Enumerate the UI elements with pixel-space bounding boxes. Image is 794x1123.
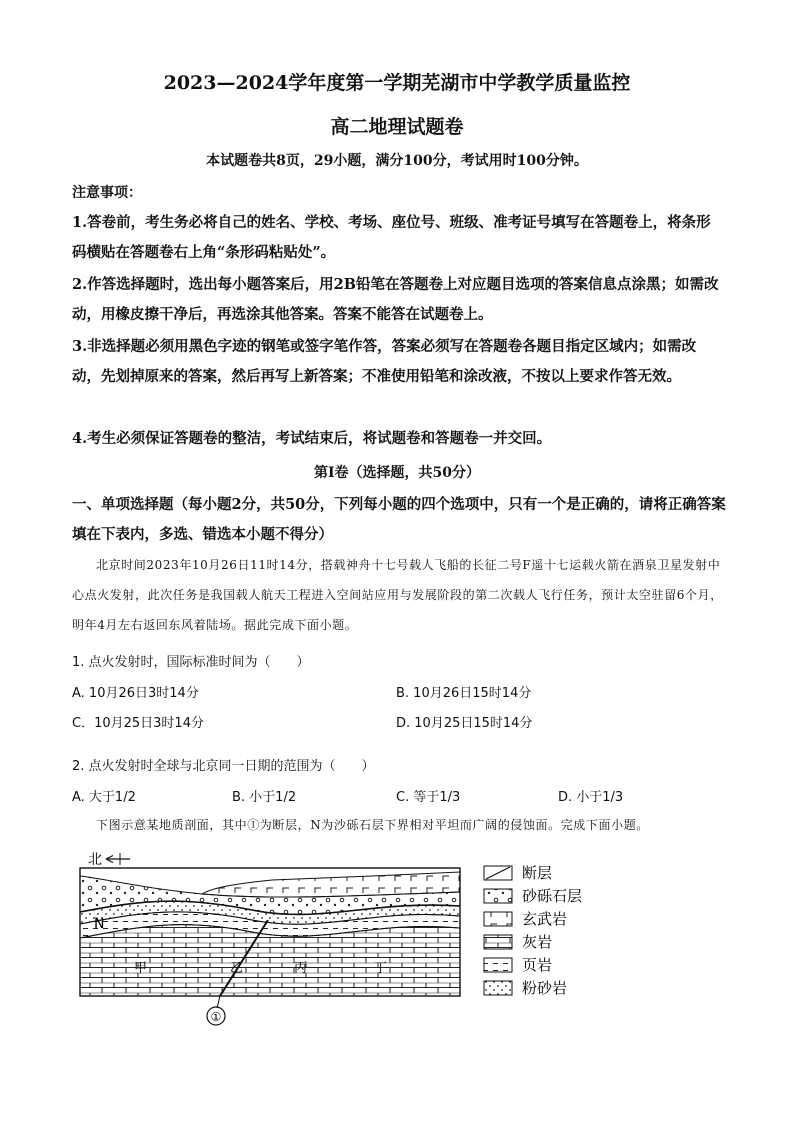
material-paragraph-2: 下图示意某地质剖面，其中①为断层，N为沙砾石层下界相对平坦而广阔的侵蚀面。完成下面小题。 (96, 818, 649, 832)
section-title: 第Ⅰ卷（选择题，共50分） (313, 465, 481, 481)
exam-subtitle: 高二地理试题卷 (330, 116, 464, 138)
q2-option-c: C. 等于1/3 (396, 790, 461, 805)
legend-label-fault: 断层 (522, 864, 553, 882)
legend-label-shale: 页岩 (522, 956, 553, 974)
label-yi: 乙 (230, 961, 244, 976)
q2-option-b: B. 小于1/2 (232, 790, 297, 805)
notice-item-3: 3.非选择题必须用黑色字迹的钢笔或签字笔作答，答案必须写在答题卷各题目指定区域内；如需改动，先划掉原来的答案，然后再写上新答案；不准使用铅笔和涂改液，不按以上要求作答无效。 (72, 338, 697, 385)
legend-label-gravel: 砂砾石层 (522, 887, 583, 905)
q2-option-d: D. 小于1/3 (558, 790, 624, 805)
legend-swatch-limestone (484, 935, 512, 949)
label-jia: 甲 (134, 961, 148, 976)
q1-option-c: C．10月25日3时14分 (72, 716, 204, 731)
basalt-layer (202, 872, 460, 897)
notice-item-2: 2.作答选择题时，选出每小题答案后，用2B铅笔在答题卷上对应题目选项的答案信息点涂黑；如需改动，用橡皮擦干净后，再选涂其他答案。答案不能答在试题卷上。 (72, 276, 719, 323)
geologic-cross-section-figure (72, 848, 632, 1033)
label-n: N (94, 916, 105, 932)
q1-option-d: D. 10月25日15时14分 (396, 716, 533, 731)
legend-label-siltstone: 粉砂岩 (522, 979, 568, 997)
legend-swatch-gravel (484, 889, 512, 903)
legend-swatch-basalt (484, 912, 512, 926)
cross-section-svg (72, 848, 632, 1028)
q1-option-a: A. 10月26日3时14分 (72, 686, 199, 701)
q1-option-b: B. 10月26日15时14分 (396, 686, 532, 701)
question-1-stem: 1. 点火发射时，国际标准时间为（ ） (72, 655, 310, 670)
notice-item-1: 1.答卷前，考生务必将自己的姓名、学校、考场、座位号、班级、准考证号填写在答题卷上，将条形码横贴在答题卷右上角“条形码粘贴处”。 (72, 214, 711, 261)
legend-label-limestone: 灰岩 (522, 933, 553, 951)
legend-swatch-shale (484, 958, 512, 972)
label-ding: 丁 (374, 961, 388, 976)
notice-heading: 注意事项： (72, 185, 142, 201)
legend-swatch-siltstone (484, 981, 512, 995)
notice-item-4: 4.考生必须保证答题卷的整洁，考试结束后，将试题卷和答题卷一并交回。 (72, 430, 552, 447)
exam-intro: 本试题卷共8页，29小题，满分100分，考试用时100分钟。 (206, 153, 588, 169)
north-arrow-icon (106, 853, 130, 865)
part-title: 一、单项选择题（每小题2分，共50分，下列每小题的四个选项中，只有一个是正确的，请将正确答案填在下表内，多选、错选本小题不得分） (72, 496, 726, 543)
label-bing: 丙 (294, 961, 308, 976)
legend-label-basalt: 玄武岩 (522, 910, 568, 928)
north-label: 北 (88, 852, 102, 868)
q2-option-a: A. 大于1/2 (72, 790, 136, 805)
legend (484, 864, 582, 997)
exam-title: 2023—2024学年度第一学期芜湖市中学教学质量监控 (163, 72, 631, 94)
question-2-stem: 2. 点火发射时全球与北京同一日期的范围为（ ） (72, 759, 375, 774)
material-paragraph-1: 北京时间2023年10月26日11时14分，搭载神舟十七号载人飞船的长征二号F遥十七运载火箭在酒泉卫星发射中心点火发射，此次任务是我国载人航天工程进入空间站应用与发展阶段的第二次载人飞行任务，预计太空驻留6个月，明年4月左右返回东风着陆场。据此完成下面小题。 (72, 558, 723, 632)
fault-number-label: ① (210, 1010, 222, 1024)
